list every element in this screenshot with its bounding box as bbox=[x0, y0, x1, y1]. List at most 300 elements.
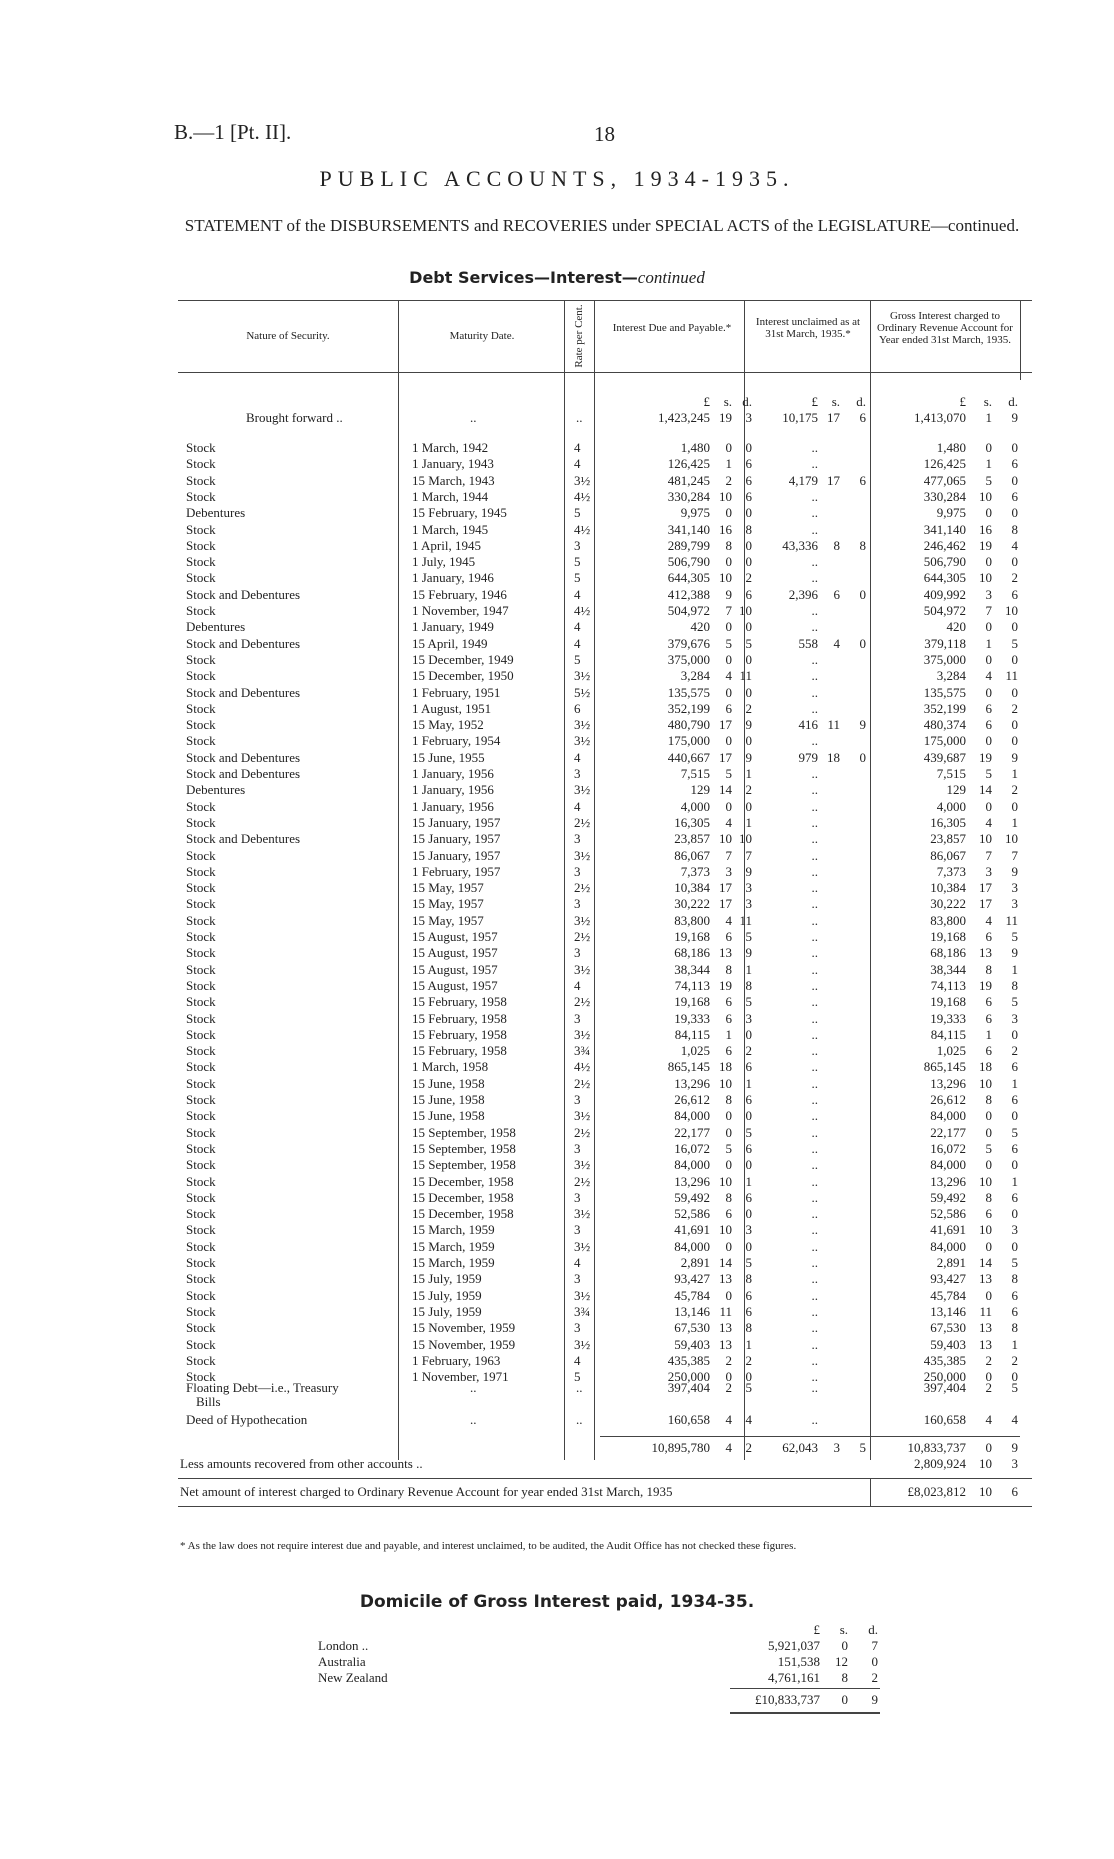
table-row bbox=[0, 652, 1114, 668]
due-s: 9 bbox=[725, 586, 732, 602]
gross-d: 6 bbox=[1011, 456, 1018, 472]
total-unclaimed-s: 3 bbox=[833, 1440, 840, 1455]
due-s: 8 bbox=[725, 1189, 732, 1205]
domicile-s: 0 bbox=[841, 1638, 848, 1653]
table-row bbox=[0, 1027, 1114, 1043]
security-nature: Stock bbox=[186, 1010, 216, 1026]
table-row bbox=[0, 1092, 1114, 1108]
security-nature: Stock bbox=[186, 472, 216, 488]
col-header-rate: Rate per Cent. bbox=[573, 304, 585, 368]
table-row bbox=[0, 1206, 1114, 1222]
gross-pounds: 13,296 bbox=[930, 1075, 966, 1091]
total-unclaimed-pounds: 62,043 bbox=[782, 1440, 818, 1455]
unclaimed-none: .. bbox=[811, 1271, 818, 1287]
maturity-date: 15 September, 1958 bbox=[412, 1124, 516, 1140]
gross-pounds: 126,425 bbox=[923, 456, 966, 472]
floating-gross-s: 2 bbox=[985, 1380, 992, 1395]
unclaimed-d: 0 bbox=[859, 586, 866, 602]
bf-due-s: 19 bbox=[719, 410, 732, 425]
rate-per-cent: 3½ bbox=[574, 847, 591, 863]
security-nature: Stock bbox=[186, 1043, 216, 1059]
security-nature: Stock bbox=[186, 1255, 216, 1270]
gross-pounds: 41,691 bbox=[930, 1222, 966, 1238]
due-s: 10 bbox=[719, 1173, 732, 1189]
gross-s: 1 bbox=[985, 635, 992, 651]
bf-gross-s: 1 bbox=[985, 410, 992, 425]
due-pounds: 19,333 bbox=[674, 1010, 710, 1026]
due-pounds: 52,586 bbox=[674, 1206, 710, 1222]
floating-debt-row-2 bbox=[0, 1394, 1114, 1410]
maturity-date: 15 November, 1959 bbox=[412, 1336, 516, 1352]
table-row bbox=[0, 717, 1114, 733]
due-d: 9 bbox=[745, 863, 752, 879]
gross-d: 11 bbox=[1005, 912, 1018, 928]
gross-d: 3 bbox=[1011, 880, 1018, 896]
unclaimed-none: .. bbox=[811, 977, 818, 993]
maturity-date: 15 January, 1957 bbox=[412, 847, 501, 863]
security-nature: Stock bbox=[186, 1157, 216, 1173]
security-nature: Stock bbox=[186, 929, 216, 944]
security-nature: Stock bbox=[186, 456, 216, 472]
due-pounds: 341,140 bbox=[667, 521, 710, 537]
deed-gross-d: 4 bbox=[1011, 1412, 1018, 1427]
col-header-maturity: Maturity Date. bbox=[449, 330, 515, 342]
unclaimed-none: .. bbox=[811, 945, 818, 961]
domicile-d: 0 bbox=[871, 1654, 878, 1669]
unit-pound: £ bbox=[811, 394, 818, 409]
unit-pound: £ bbox=[959, 394, 966, 409]
security-nature: Stock bbox=[186, 1222, 216, 1238]
table-row bbox=[0, 636, 1114, 652]
unclaimed-none: .. bbox=[811, 831, 818, 847]
table-row bbox=[0, 1174, 1114, 1190]
gross-pounds: 13,146 bbox=[930, 1303, 966, 1319]
gross-pounds: 93,427 bbox=[930, 1271, 966, 1287]
gross-d: 0 bbox=[1011, 1238, 1018, 1254]
due-d: 6 bbox=[745, 488, 752, 504]
due-d: 3 bbox=[745, 880, 752, 896]
security-nature: Stock bbox=[186, 1369, 216, 1385]
due-s: 10 bbox=[719, 831, 732, 847]
due-s: 6 bbox=[725, 929, 732, 944]
less-gross-pounds: 2,809,924 bbox=[914, 1456, 966, 1471]
bf-unclaimed-s: 17 bbox=[827, 410, 840, 425]
unclaimed-none: .. bbox=[811, 440, 818, 455]
deed-due-d: 4 bbox=[745, 1412, 752, 1427]
due-d: 6 bbox=[745, 1287, 752, 1303]
gross-s: 6 bbox=[985, 929, 992, 944]
gross-d: 5 bbox=[1011, 929, 1018, 944]
domicile-s: 12 bbox=[835, 1654, 848, 1669]
gross-s: 0 bbox=[985, 1108, 992, 1124]
gross-pounds: 19,168 bbox=[930, 929, 966, 944]
maturity-date: 15 December, 1958 bbox=[412, 1173, 514, 1189]
security-nature: Debentures bbox=[186, 505, 246, 521]
gross-s: 0 bbox=[985, 684, 992, 700]
deed-maturity: .. bbox=[470, 1412, 477, 1427]
gross-s: 8 bbox=[985, 1092, 992, 1107]
gross-d: 0 bbox=[1011, 505, 1018, 521]
unclaimed-none: .. bbox=[811, 912, 818, 928]
unclaimed-none: .. bbox=[811, 684, 818, 700]
rate-per-cent: 5 bbox=[574, 505, 581, 521]
gross-pounds: 59,403 bbox=[930, 1336, 966, 1352]
unclaimed-none: .. bbox=[811, 798, 818, 814]
unclaimed-none: .. bbox=[811, 1206, 818, 1222]
bf-due-pounds: 1,423,245 bbox=[658, 410, 710, 425]
gross-s: 0 bbox=[985, 440, 992, 455]
rate-per-cent: 3 bbox=[574, 1140, 581, 1156]
table-row bbox=[0, 831, 1114, 847]
due-s: 0 bbox=[725, 505, 732, 521]
unclaimed-none: .. bbox=[811, 619, 818, 635]
maturity-date: 1 January, 1956 bbox=[412, 782, 494, 798]
due-d: 1 bbox=[745, 814, 752, 830]
due-pounds: 38,344 bbox=[674, 961, 710, 977]
due-d: 11 bbox=[739, 912, 752, 928]
unclaimed-pounds: 43,336 bbox=[782, 537, 818, 553]
totals-rule bbox=[600, 1436, 1020, 1437]
maturity-date: 15 February, 1946 bbox=[412, 586, 507, 602]
due-s: 0 bbox=[725, 440, 732, 455]
maturity-date: 15 April, 1949 bbox=[412, 635, 488, 651]
table-row bbox=[0, 945, 1114, 961]
domicile-row bbox=[0, 1638, 1114, 1654]
table-row bbox=[0, 1337, 1114, 1353]
due-pounds: 13,296 bbox=[674, 1075, 710, 1091]
rate-per-cent: 4 bbox=[574, 749, 581, 765]
unit-d: d. bbox=[1008, 394, 1018, 409]
domicile-place: London .. bbox=[318, 1638, 369, 1653]
maturity-date: 1 November, 1971 bbox=[412, 1369, 509, 1385]
unclaimed-none: .. bbox=[811, 1157, 818, 1173]
due-pounds: 480,790 bbox=[667, 717, 710, 733]
table-row bbox=[0, 1222, 1114, 1238]
due-s: 0 bbox=[725, 1287, 732, 1303]
rate-per-cent: 4½ bbox=[574, 603, 591, 618]
table-row bbox=[0, 473, 1114, 489]
gross-s: 0 bbox=[985, 619, 992, 635]
gross-pounds: 45,784 bbox=[930, 1287, 966, 1303]
table-row bbox=[0, 750, 1114, 766]
table-row bbox=[0, 685, 1114, 701]
gross-s: 10 bbox=[979, 1075, 992, 1091]
rate-per-cent: 4 bbox=[574, 635, 581, 651]
due-pounds: 59,403 bbox=[674, 1336, 710, 1352]
gross-pounds: 38,344 bbox=[930, 961, 966, 977]
due-s: 0 bbox=[725, 619, 732, 635]
due-d: 9 bbox=[745, 945, 752, 961]
maturity-date: 15 August, 1957 bbox=[412, 961, 498, 977]
unclaimed-none: .. bbox=[811, 1303, 818, 1319]
gross-pounds: 67,530 bbox=[930, 1320, 966, 1336]
maturity-date: 1 November, 1947 bbox=[412, 603, 509, 618]
gross-d: 6 bbox=[1011, 1303, 1018, 1319]
security-nature: Stock bbox=[186, 521, 216, 537]
due-d: 5 bbox=[745, 1255, 752, 1270]
table-row bbox=[0, 733, 1114, 749]
due-pounds: 481,245 bbox=[667, 472, 710, 488]
brought-forward-maturity: .. bbox=[470, 410, 477, 425]
unclaimed-none: .. bbox=[811, 880, 818, 896]
gross-pounds: 250,000 bbox=[923, 1369, 966, 1385]
unclaimed-s: 11 bbox=[827, 717, 840, 733]
totals-row bbox=[0, 1440, 1114, 1456]
domicile-place: New Zealand bbox=[318, 1670, 388, 1685]
due-s: 7 bbox=[725, 603, 732, 618]
domicile-total-row bbox=[0, 1692, 1114, 1708]
maturity-date: 1 January, 1949 bbox=[412, 619, 494, 635]
gross-pounds: 22,177 bbox=[930, 1124, 966, 1140]
floating-due-d: 5 bbox=[745, 1380, 752, 1395]
gross-pounds: 2,891 bbox=[936, 1255, 966, 1270]
gross-d: 0 bbox=[1011, 1108, 1018, 1124]
domicile-row bbox=[0, 1670, 1114, 1686]
due-s: 10 bbox=[719, 488, 732, 504]
gross-s: 7 bbox=[985, 847, 992, 863]
maturity-date: 15 March, 1959 bbox=[412, 1222, 495, 1238]
gross-d: 0 bbox=[1011, 733, 1018, 749]
maturity-date: 15 December, 1950 bbox=[412, 668, 514, 684]
brought-forward-label: Brought forward .. bbox=[246, 410, 343, 425]
due-s: 6 bbox=[725, 700, 732, 716]
table-row bbox=[0, 766, 1114, 782]
total-unclaimed-d: 5 bbox=[859, 1440, 866, 1455]
maturity-date: 1 March, 1945 bbox=[412, 521, 489, 537]
table-row bbox=[0, 799, 1114, 815]
rate-per-cent: 3½ bbox=[574, 782, 591, 798]
gross-d: 7 bbox=[1011, 847, 1018, 863]
due-s: 0 bbox=[725, 1369, 732, 1385]
col-header-nature: Nature of Security. bbox=[246, 330, 330, 342]
gross-pounds: 1,480 bbox=[936, 440, 966, 455]
rate-per-cent: 4 bbox=[574, 440, 581, 455]
due-s: 13 bbox=[719, 1336, 732, 1352]
due-d: 9 bbox=[745, 717, 752, 733]
units-row bbox=[0, 394, 1114, 410]
security-nature: Stock bbox=[186, 1173, 216, 1189]
security-nature: Stock bbox=[186, 1092, 216, 1107]
domicile-d: 7 bbox=[871, 1638, 878, 1653]
gross-d: 2 bbox=[1011, 1043, 1018, 1059]
unclaimed-none: .. bbox=[811, 603, 818, 618]
net-gross-pounds: £8,023,812 bbox=[907, 1484, 966, 1499]
table-row bbox=[0, 978, 1114, 994]
rate-per-cent: 3 bbox=[574, 1189, 581, 1205]
table-row bbox=[0, 1271, 1114, 1287]
due-s: 7 bbox=[725, 847, 732, 863]
security-nature: Stock bbox=[186, 896, 216, 912]
gross-pounds: 26,612 bbox=[930, 1092, 966, 1107]
unclaimed-none: .. bbox=[811, 1124, 818, 1140]
gross-d: 9 bbox=[1011, 945, 1018, 961]
maturity-date: 15 February, 1945 bbox=[412, 505, 507, 521]
security-nature: Stock and Debentures bbox=[186, 635, 301, 651]
due-d: 8 bbox=[745, 977, 752, 993]
unclaimed-pounds: 2,396 bbox=[788, 586, 818, 602]
unclaimed-none: .. bbox=[811, 1320, 818, 1336]
due-pounds: 19,168 bbox=[674, 994, 710, 1010]
gross-d: 5 bbox=[1011, 1255, 1018, 1270]
gross-s: 2 bbox=[985, 1352, 992, 1368]
gross-s: 0 bbox=[985, 1287, 992, 1303]
gross-s: 5 bbox=[985, 472, 992, 488]
rate-per-cent: 4½ bbox=[574, 521, 591, 537]
due-pounds: 13,146 bbox=[674, 1303, 710, 1319]
maturity-date: 15 February, 1958 bbox=[412, 1010, 507, 1026]
due-s: 6 bbox=[725, 1206, 732, 1222]
table-row bbox=[0, 1288, 1114, 1304]
security-nature: Stock bbox=[186, 1238, 216, 1254]
gross-pounds: 4,000 bbox=[936, 798, 966, 814]
security-nature: Stock and Debentures bbox=[186, 684, 301, 700]
maturity-date: 15 September, 1958 bbox=[412, 1157, 516, 1173]
table-row bbox=[0, 1125, 1114, 1141]
unclaimed-d: 6 bbox=[859, 472, 866, 488]
due-s: 19 bbox=[719, 977, 732, 993]
unclaimed-none: .. bbox=[811, 1287, 818, 1303]
due-pounds: 13,296 bbox=[674, 1173, 710, 1189]
table-row bbox=[0, 1239, 1114, 1255]
table-row bbox=[0, 848, 1114, 864]
gross-s: 17 bbox=[979, 880, 992, 896]
gross-s: 13 bbox=[979, 1271, 992, 1287]
rate-per-cent: 3½ bbox=[574, 1157, 591, 1173]
due-d: 1 bbox=[745, 1336, 752, 1352]
gross-s: 10 bbox=[979, 1222, 992, 1238]
gross-d: 9 bbox=[1011, 749, 1018, 765]
floating-due-s: 2 bbox=[725, 1380, 732, 1395]
due-s: 10 bbox=[719, 570, 732, 586]
domicile-row bbox=[0, 1654, 1114, 1670]
due-pounds: 250,000 bbox=[667, 1369, 710, 1385]
table-row bbox=[0, 554, 1114, 570]
due-s: 11 bbox=[719, 1303, 732, 1319]
page-title: PUBLIC ACCOUNTS, 1934-1935. bbox=[319, 166, 795, 191]
due-d: 6 bbox=[745, 586, 752, 602]
domicile-pounds: 151,538 bbox=[777, 1654, 820, 1669]
due-d: 0 bbox=[745, 733, 752, 749]
unclaimed-none: .. bbox=[811, 1336, 818, 1352]
gross-s: 10 bbox=[979, 488, 992, 504]
due-pounds: 2,891 bbox=[680, 1255, 710, 1270]
due-pounds: 435,385 bbox=[667, 1352, 710, 1368]
gross-d: 0 bbox=[1011, 798, 1018, 814]
section-title-main: Debt Services—Interest— bbox=[409, 268, 638, 287]
bf-unclaimed-d: 6 bbox=[859, 410, 866, 425]
domicile-total-rule bbox=[730, 1688, 880, 1689]
maturity-date: 15 July, 1959 bbox=[412, 1287, 482, 1303]
deed-gross-s: 4 bbox=[985, 1412, 992, 1427]
table-row bbox=[0, 701, 1114, 717]
maturity-date: 15 May, 1957 bbox=[412, 896, 484, 912]
report-reference: B.—1 [Pt. II]. bbox=[174, 120, 292, 144]
security-nature: Stock bbox=[186, 1140, 216, 1156]
unclaimed-none: .. bbox=[811, 1059, 818, 1075]
due-s: 8 bbox=[725, 1092, 732, 1107]
due-pounds: 644,305 bbox=[667, 570, 710, 586]
unit-s: s. bbox=[723, 394, 732, 409]
gross-d: 3 bbox=[1011, 1010, 1018, 1026]
security-nature: Stock bbox=[186, 603, 216, 618]
rate-per-cent: 3 bbox=[574, 1271, 581, 1287]
due-d: 7 bbox=[745, 847, 752, 863]
due-s: 5 bbox=[725, 1140, 732, 1156]
security-nature: Stock bbox=[186, 1108, 216, 1124]
rate-per-cent: 4 bbox=[574, 1255, 581, 1270]
gross-d: 11 bbox=[1005, 668, 1018, 684]
total-gross-d: 9 bbox=[1011, 1440, 1018, 1455]
security-nature: Stock bbox=[186, 1189, 216, 1205]
security-nature: Stock bbox=[186, 814, 216, 830]
security-nature: Stock bbox=[186, 912, 216, 928]
unclaimed-none: .. bbox=[811, 1369, 818, 1385]
due-s: 0 bbox=[725, 1157, 732, 1173]
unclaimed-pounds: 979 bbox=[798, 749, 818, 765]
due-d: 5 bbox=[745, 1124, 752, 1140]
deed-rate: .. bbox=[576, 1412, 583, 1427]
maturity-date: 15 June, 1955 bbox=[412, 749, 485, 765]
gross-pounds: 7,373 bbox=[936, 863, 966, 879]
table-row bbox=[0, 896, 1114, 912]
gross-d: 0 bbox=[1011, 440, 1018, 455]
gross-s: 13 bbox=[979, 1320, 992, 1336]
rate-per-cent: 4½ bbox=[574, 488, 591, 504]
table-row bbox=[0, 1157, 1114, 1173]
due-pounds: 86,067 bbox=[674, 847, 710, 863]
maturity-date: 1 April, 1945 bbox=[412, 537, 481, 553]
security-nature: Stock and Debentures bbox=[186, 766, 301, 781]
page-number: 18 bbox=[594, 122, 615, 146]
table-row bbox=[0, 929, 1114, 945]
due-s: 17 bbox=[719, 880, 732, 896]
gross-d: 0 bbox=[1011, 651, 1018, 667]
due-pounds: 84,000 bbox=[674, 1157, 710, 1173]
audit-footnote: * As the law does not require interest due and payable, and interest unclaimed, to be audited, the Audit Office has not checked these figures. bbox=[180, 1540, 797, 1552]
gross-s: 0 bbox=[985, 554, 992, 570]
unclaimed-none: .. bbox=[811, 1189, 818, 1205]
due-d: 0 bbox=[745, 619, 752, 635]
due-d: 2 bbox=[745, 1352, 752, 1368]
security-nature: Stock bbox=[186, 700, 216, 716]
gross-s: 3 bbox=[985, 863, 992, 879]
unclaimed-none: .. bbox=[811, 1026, 818, 1042]
due-d: 6 bbox=[745, 1092, 752, 1107]
gross-d: 2 bbox=[1011, 782, 1018, 798]
gross-d: 6 bbox=[1011, 1059, 1018, 1075]
header-bottom-rule bbox=[178, 372, 1032, 373]
due-pounds: 129 bbox=[690, 782, 710, 798]
unclaimed-pounds: 416 bbox=[798, 717, 818, 733]
due-d: 6 bbox=[745, 1189, 752, 1205]
due-d: 6 bbox=[745, 1140, 752, 1156]
gross-s: 0 bbox=[985, 505, 992, 521]
due-d: 6 bbox=[745, 472, 752, 488]
unclaimed-none: .. bbox=[811, 1352, 818, 1368]
security-nature: Stock bbox=[186, 1206, 216, 1222]
due-d: 0 bbox=[745, 1238, 752, 1254]
due-d: 5 bbox=[745, 929, 752, 944]
due-s: 10 bbox=[719, 1222, 732, 1238]
security-nature: Stock bbox=[186, 1124, 216, 1140]
gross-d: 0 bbox=[1011, 1157, 1018, 1173]
due-pounds: 1,480 bbox=[680, 440, 710, 455]
gross-s: 19 bbox=[979, 749, 992, 765]
security-nature: Stock bbox=[186, 1075, 216, 1091]
table-row bbox=[0, 440, 1114, 456]
table-row bbox=[0, 1059, 1114, 1075]
rate-per-cent: 2½ bbox=[574, 929, 591, 944]
